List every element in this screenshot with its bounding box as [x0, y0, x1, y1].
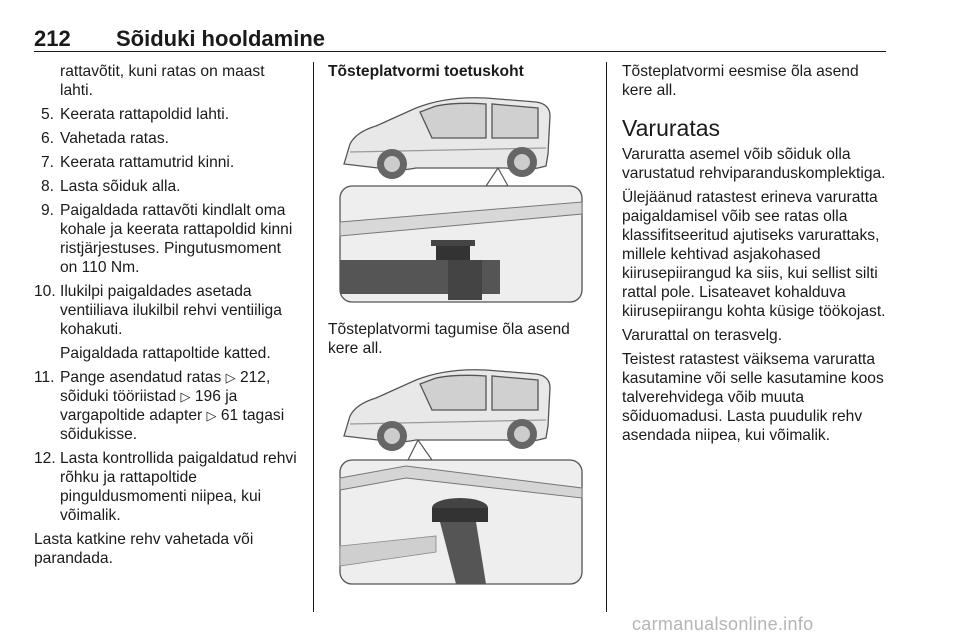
- list-item: 12. Lasta kontrollida paigaldatud rehvi rõhku ja rattapoltide pinguldusmomenti niipea, kui võimalik.: [34, 450, 297, 524]
- column-divider-left: [313, 62, 314, 612]
- rear-lift-point-illustration: [336, 94, 586, 306]
- figure-caption-front: Tõsteplatvormi eesmise õla asend kere all.: [622, 63, 859, 99]
- column-divider-right: [606, 62, 607, 612]
- page-number: 212: [34, 26, 71, 51]
- cross-reference-arrow-icon: ▷: [206, 408, 217, 423]
- page-ref-link[interactable]: 212,: [239, 369, 271, 386]
- page-header: [34, 26, 886, 52]
- paragraph: Varurattal on terasvelg.: [622, 327, 783, 344]
- right-column: [622, 62, 892, 445]
- paragraph: Varuratta asemel võib sõiduk olla varustatud rehviparanduskomplektiga.: [622, 146, 886, 182]
- figure-caption-rear: Tõsteplatvormi tagumise õla asend kere all.: [328, 321, 570, 357]
- step10-note: Paigaldada rattapoltide katted.: [60, 345, 271, 362]
- cross-reference-arrow-icon: ▷: [180, 389, 191, 404]
- list-item: 10. Ilukilpi paigaldades asetada ventiiliava ilukilbil rehvi ventiiliga kohakuti.: [34, 283, 282, 338]
- list-item: 6. Vahetada ratas.: [40, 130, 169, 147]
- list-item: 8. Lasta sõiduk alla.: [40, 178, 181, 195]
- list-item: 5. Keerata rattapoldid lahti.: [40, 106, 230, 123]
- front-lift-point-illustration: [336, 366, 586, 588]
- list-item: 9. Paigaldada rattavõti kindlalt oma kohale ja keerata rattapoldid kinni ristjärjestuses. Pingutusmoment on 110 Nm.: [40, 202, 293, 276]
- continued-step: rattavõtit, kuni ratas on maast lahti.: [60, 63, 265, 99]
- left-column: [34, 62, 302, 568]
- section-heading: Tõsteplatvormi toetuskoht: [328, 63, 524, 80]
- closing-text: Lasta katkine rehv vahetada või parandada.: [34, 531, 254, 567]
- middle-column: [328, 62, 584, 81]
- paragraph: Ülejäänud ratastest erineva varuratta paigaldamisel võib see ratas olla klassifitseeritud ajutiseks varurattaks, millele kehtivad asjakohased kiirusepiirangud ka siis, kui sellist silti rattal pole. Lisateavet kohalduva kiirusepiirangu kohta küsige töökojast.: [622, 189, 886, 320]
- list-item: 11. Pange asendatud ratas ▷ 212, sõiduki tööriistad ▷ 196 ja vargapoltide adapter ▷ 61 tagasi sõidukisse.: [34, 369, 285, 443]
- chapter-title: Sõiduki hooldamine: [116, 26, 326, 51]
- cross-reference-arrow-icon: ▷: [225, 370, 236, 385]
- paragraph: Teistest ratastest väiksema varuratta kasutamine või selle kasutamine koos talverehvidega võib muuta sõiduomadusi. Lasta puudulik rehv asendada niipea, kui võimalik.: [622, 351, 884, 444]
- page-ref-link[interactable]: 61 tagasi: [220, 407, 285, 424]
- list-item: 7. Keerata rattamutrid kinni.: [40, 154, 235, 171]
- section-title-spare-wheel: Varuratas: [622, 115, 721, 141]
- page-ref-link[interactable]: 196 ja: [194, 388, 238, 405]
- watermark: carmanualsonline.info: [632, 614, 814, 634]
